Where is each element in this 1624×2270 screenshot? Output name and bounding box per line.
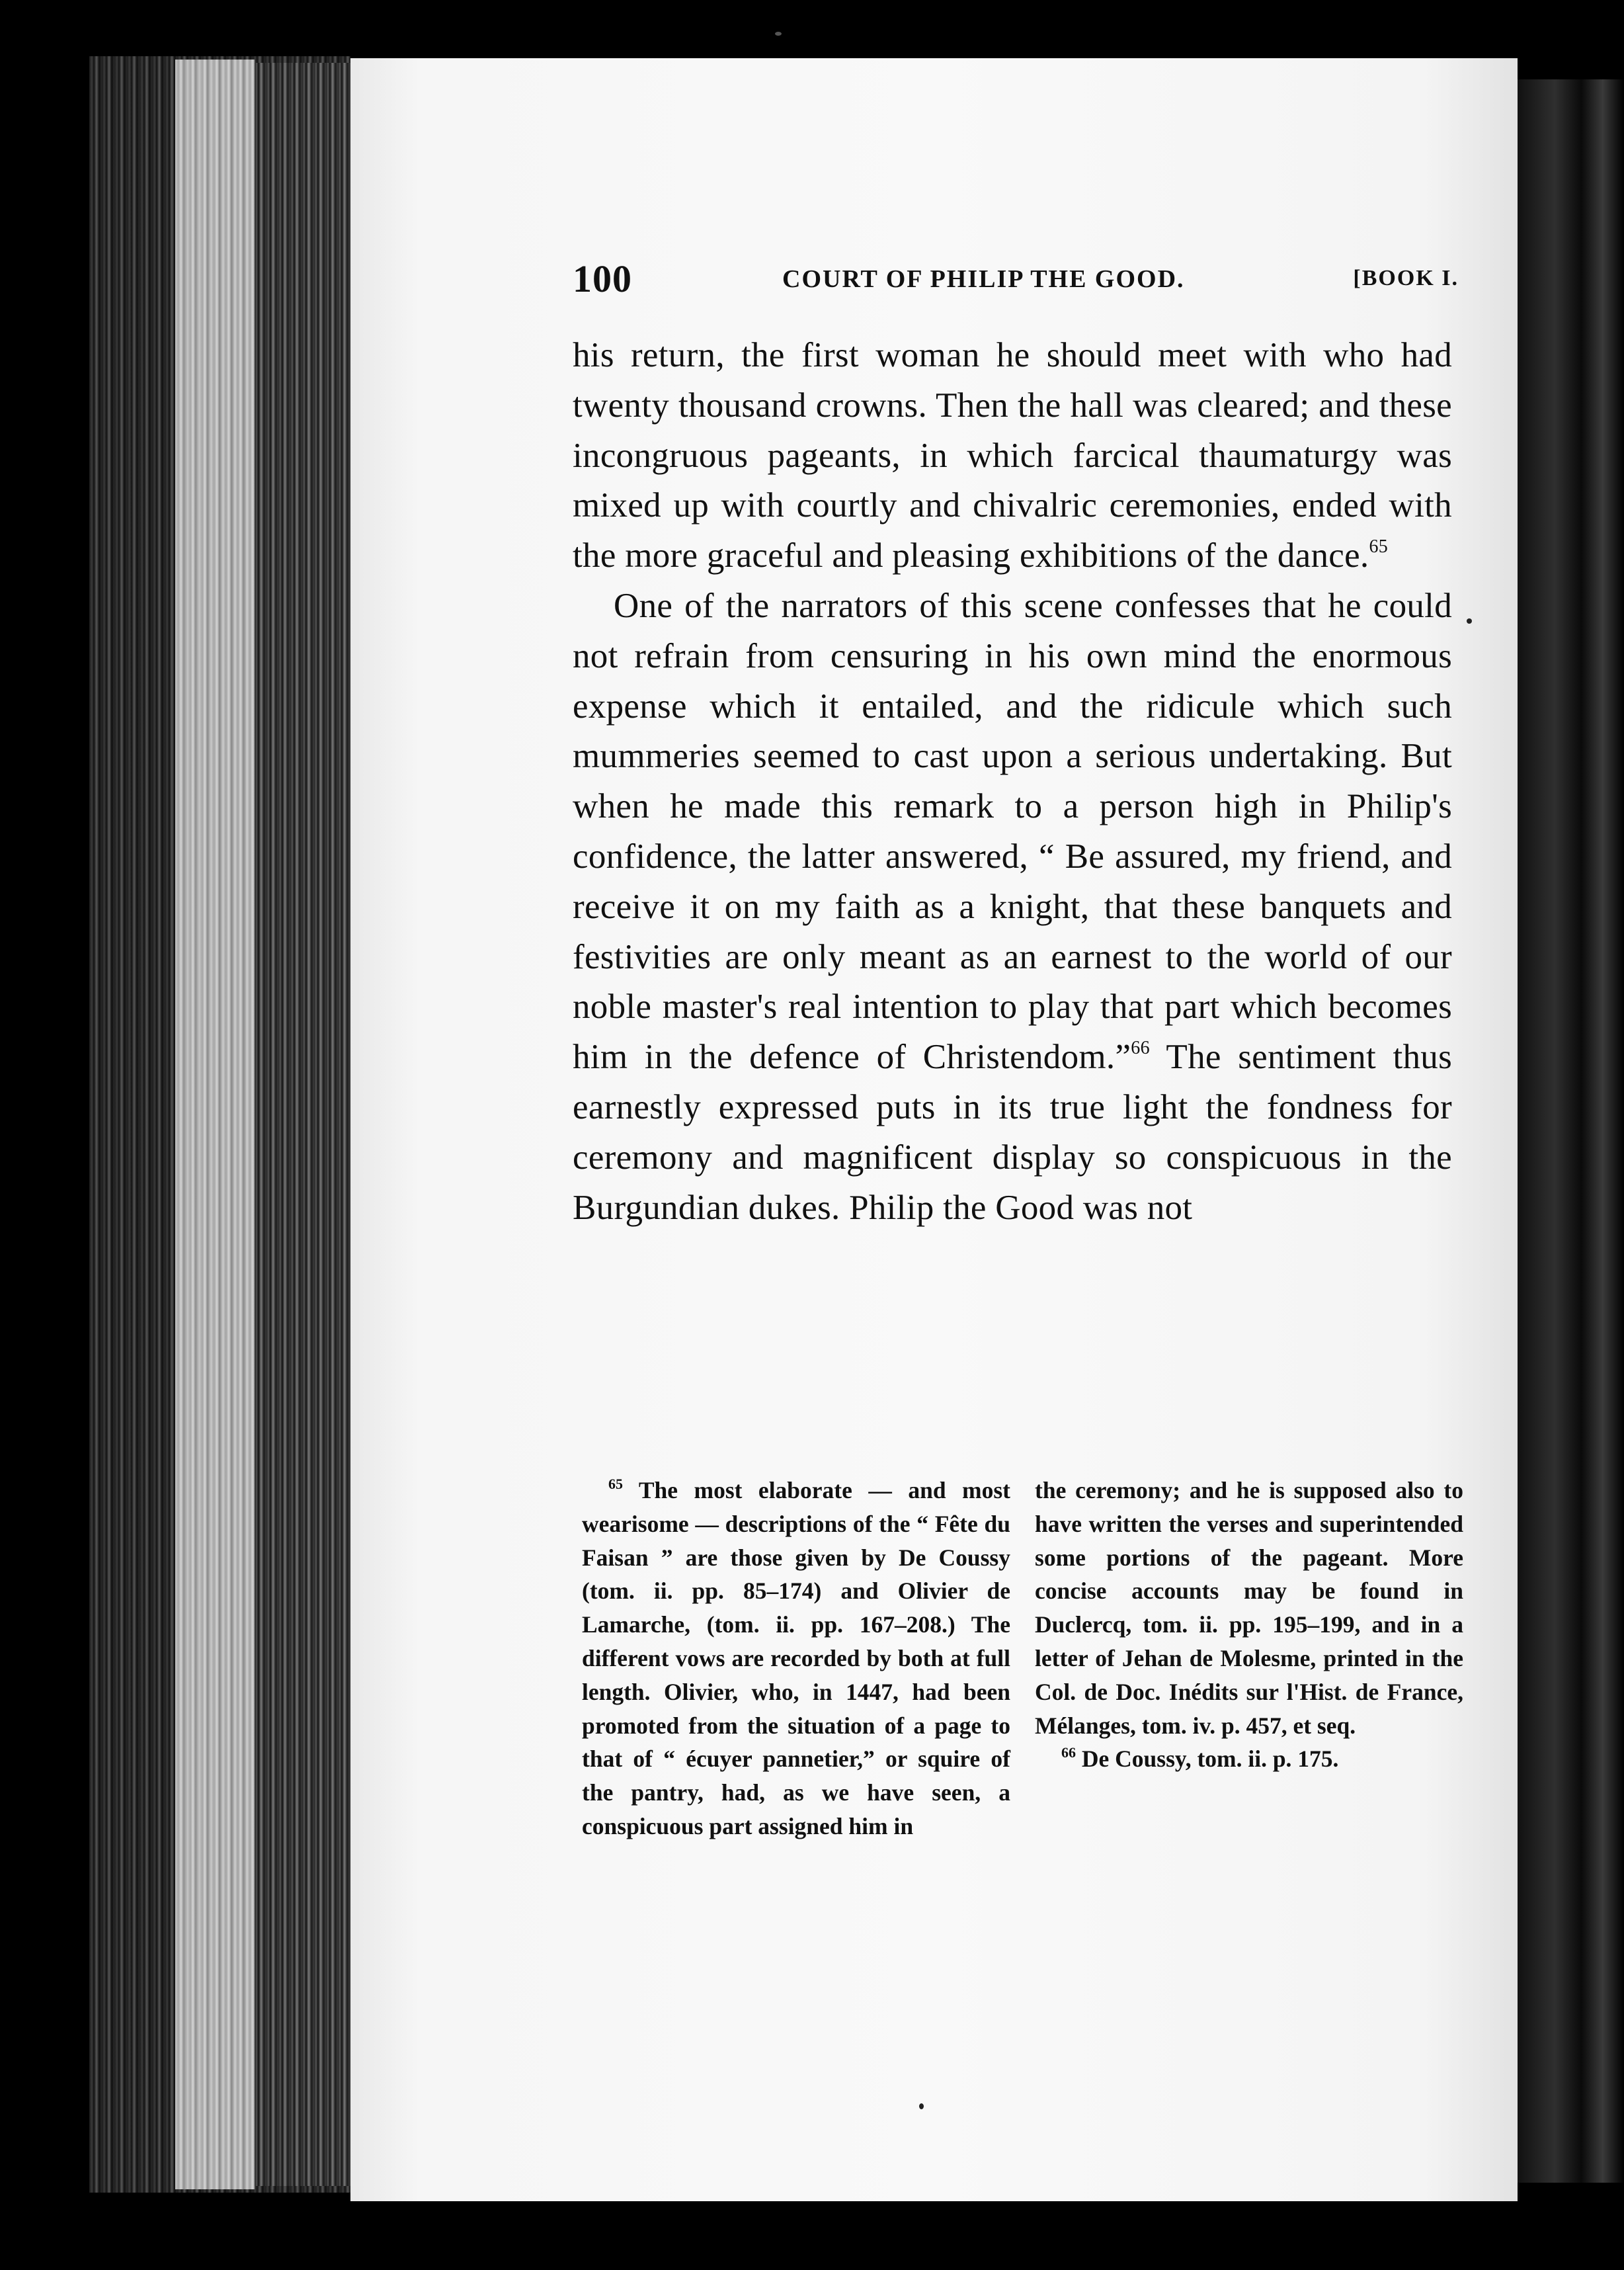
page-number: 100: [573, 257, 632, 300]
footnote-66: [1035, 1742, 1463, 1776]
footnote-65-continued: [1035, 1474, 1463, 1742]
paragraph-2-text-b: The sentiment thus earnestly expressed puts in its true light the fondness for ceremony and magnificent display so conspicuous in the Burgundian dukes. Philip the Good was not: [573, 1038, 1452, 1227]
main-text: [573, 331, 1452, 1233]
running-title: COURT OF PHILIP THE GOOD.: [782, 265, 1185, 293]
footnote-66-mark: 66: [1061, 1744, 1076, 1761]
running-head: [573, 257, 1459, 303]
scan-speck: [919, 2103, 924, 2109]
book-right-edge: [1518, 79, 1624, 2183]
footnote-ref-65: 65: [1369, 536, 1389, 558]
book-reference: [BOOK I.: [1353, 266, 1459, 290]
footnote-65: [582, 1474, 1010, 1843]
paragraph-2: [573, 581, 1452, 1233]
paragraph-2-text-a: One of the narrators of this scene confesses that he could not refrain from censuring in his own mind the enormous expense which it entailed, and the ridicule which such mummeries seemed to cast upon a serious undertaking. But when he made this remark to a person high in Philip's confidence, the latter answered, “ Be assured, my friend, and receive it on my faith as a knight, that these banquets and festivities are only meant as an earnest to the world of our noble master's real intention to play that part which becomes him in the defence of Christendom.”: [573, 586, 1452, 1077]
footnote-ref-66: 66: [1131, 1038, 1150, 1059]
footnote-66-text: De Coussy, tom. ii. p. 175.: [1081, 1745, 1339, 1773]
footnote-65-text: The most elaborate — and most wearisome — descriptions of the “ Fête du Faisan ” are those given by De Coussy (tom. ii. pp. 85–174) and Olivier de Lamarche, (tom. ii. pp. 167–208.) The different vows are recorded by both at full length. Olivier, who, in 1447, had been promoted from the situation of a page to that of “ écuyer pannetier,” or squire of the pantry, had, as we have seen, a conspicuous part assigned him in: [582, 1477, 1011, 1839]
footnote-65-continued-text: the ceremony; and he is supposed also to have written the verses and superintended some portions of the pageant. More concise accounts may be found in Duclercq, tom. ii. pp. 195–199, and in a letter of Jehan de Molesme, printed in the Col. de Doc. Inédits sur l'Hist. de France, Mélanges, tom. iv. p. 457, et seq.: [1035, 1477, 1463, 1739]
scan-speck: [775, 32, 782, 36]
book-page-edges-light: [175, 60, 255, 2189]
book-page-edges-dark: [255, 63, 350, 2186]
footnote-column-right: [1035, 1474, 1463, 1776]
footnote-65-mark: 65: [608, 1476, 623, 1492]
paragraph-continued: [573, 331, 1452, 581]
paragraph-1-text: his return, the first woman he should meet with who had twenty thousand crowns. Then the hall was cleared; and these incongruous pageants, in which farcical thaumaturgy was mixed up with courtly and chivalric ceremonies, ended with the more graceful and pleasing exhibitions of the dance.: [573, 336, 1452, 575]
footnote-column-left: [582, 1474, 1010, 1843]
scan-speck: [1467, 618, 1472, 624]
